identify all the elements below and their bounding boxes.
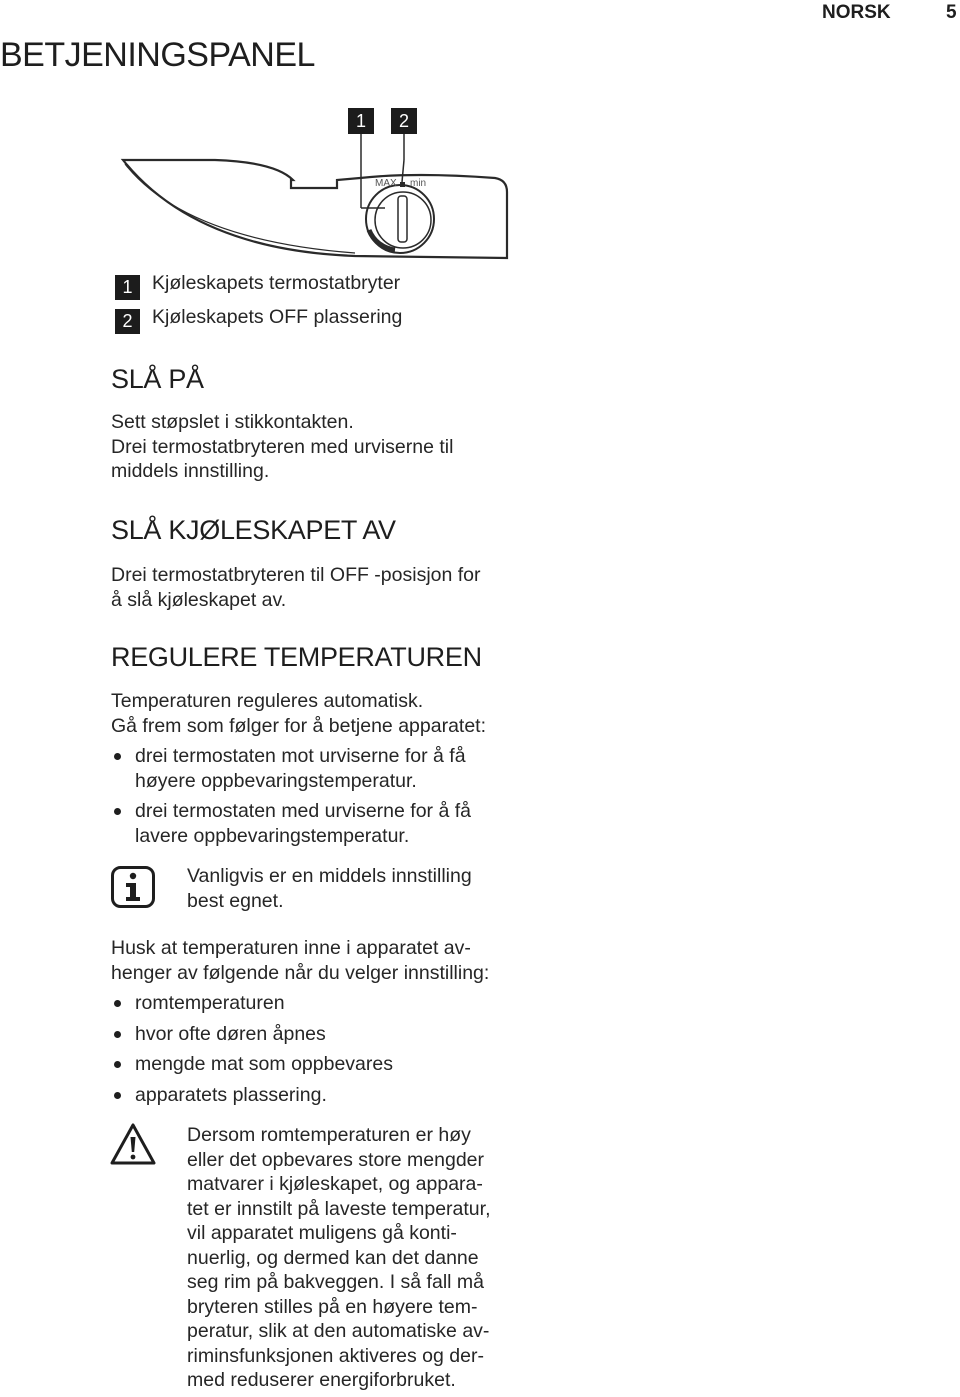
legend-num-2: 2 — [115, 309, 140, 334]
list-item: drei termostaten med urviserne for å få lavere oppbevaringstemperatur. — [111, 799, 531, 848]
dial-label-min: min — [410, 178, 427, 189]
text-factors-intro: Husk at temperaturen inne i apparatet av- henger av følgende når du velger innstilling: — [111, 937, 490, 984]
regulate-bullet-list — [111, 744, 531, 848]
page-number: 5 — [946, 2, 957, 23]
heading-turn-off: SLÅ KJØLESKAPET AV — [111, 515, 396, 545]
callout-1: 1 — [348, 108, 374, 134]
list-item: drei termostaten mot urviserne for å få høyere oppbevaringstemperatur. — [111, 744, 531, 793]
header-language: NORSK — [822, 2, 891, 23]
factors-bullet-list — [111, 991, 531, 1107]
info-icon — [111, 866, 155, 908]
page-title: BETJENINGSPANEL — [0, 36, 315, 74]
list-item: romtemperaturen — [111, 991, 531, 1016]
text-turn-on: Sett støpslet i stikkontakten. Drei termostatbryteren med urviserne til middels innstilling. — [111, 411, 454, 482]
list-item: mengde mat som oppbevares — [111, 1052, 531, 1077]
dial-label-max: MAX — [375, 178, 397, 189]
legend-num-1: 1 — [115, 275, 140, 300]
heading-turn-on: SLÅ PÅ — [111, 364, 204, 394]
info-note-text: Vanligvis er en middels innstilling best egnet. — [187, 865, 472, 912]
control-panel-figure — [115, 100, 515, 265]
text-regulate-intro: Temperaturen reguleres automatisk. Gå frem som følger for å betjene apparatet: — [111, 690, 487, 737]
list-item: hvor ofte døren åpnes — [111, 1022, 531, 1047]
warning-note-text: Dersom romtemperaturen er høy eller det opbevares store mengder matvarer i kjøleskapet, og appara- tet er innstilt på laveste temperatur, vil apparatet muligens gå konti- nuerlig, og dermed kan det danne seg rim på bakveggen. I så fall må bryteren stilles på en høyere tem- peratur, slik at den automatiske av- riminsfunksjonen aktiveres og der- med reduserer energiforbruket. — [187, 1124, 491, 1391]
warning-icon — [109, 1122, 157, 1166]
heading-regulate-temperature: REGULERE TEMPERATUREN — [111, 642, 482, 672]
callout-2: 2 — [391, 108, 417, 134]
legend-text-2: Kjøleskapets OFF plassering — [152, 306, 403, 328]
panel-drawing — [115, 100, 515, 265]
legend-text-1: Kjøleskapets termostatbryter — [152, 272, 401, 294]
text-turn-off: Drei termostatbryteren til OFF -posisjon for å slå kjøleskapet av. — [111, 564, 481, 611]
list-item: apparatets plassering. — [111, 1083, 531, 1108]
